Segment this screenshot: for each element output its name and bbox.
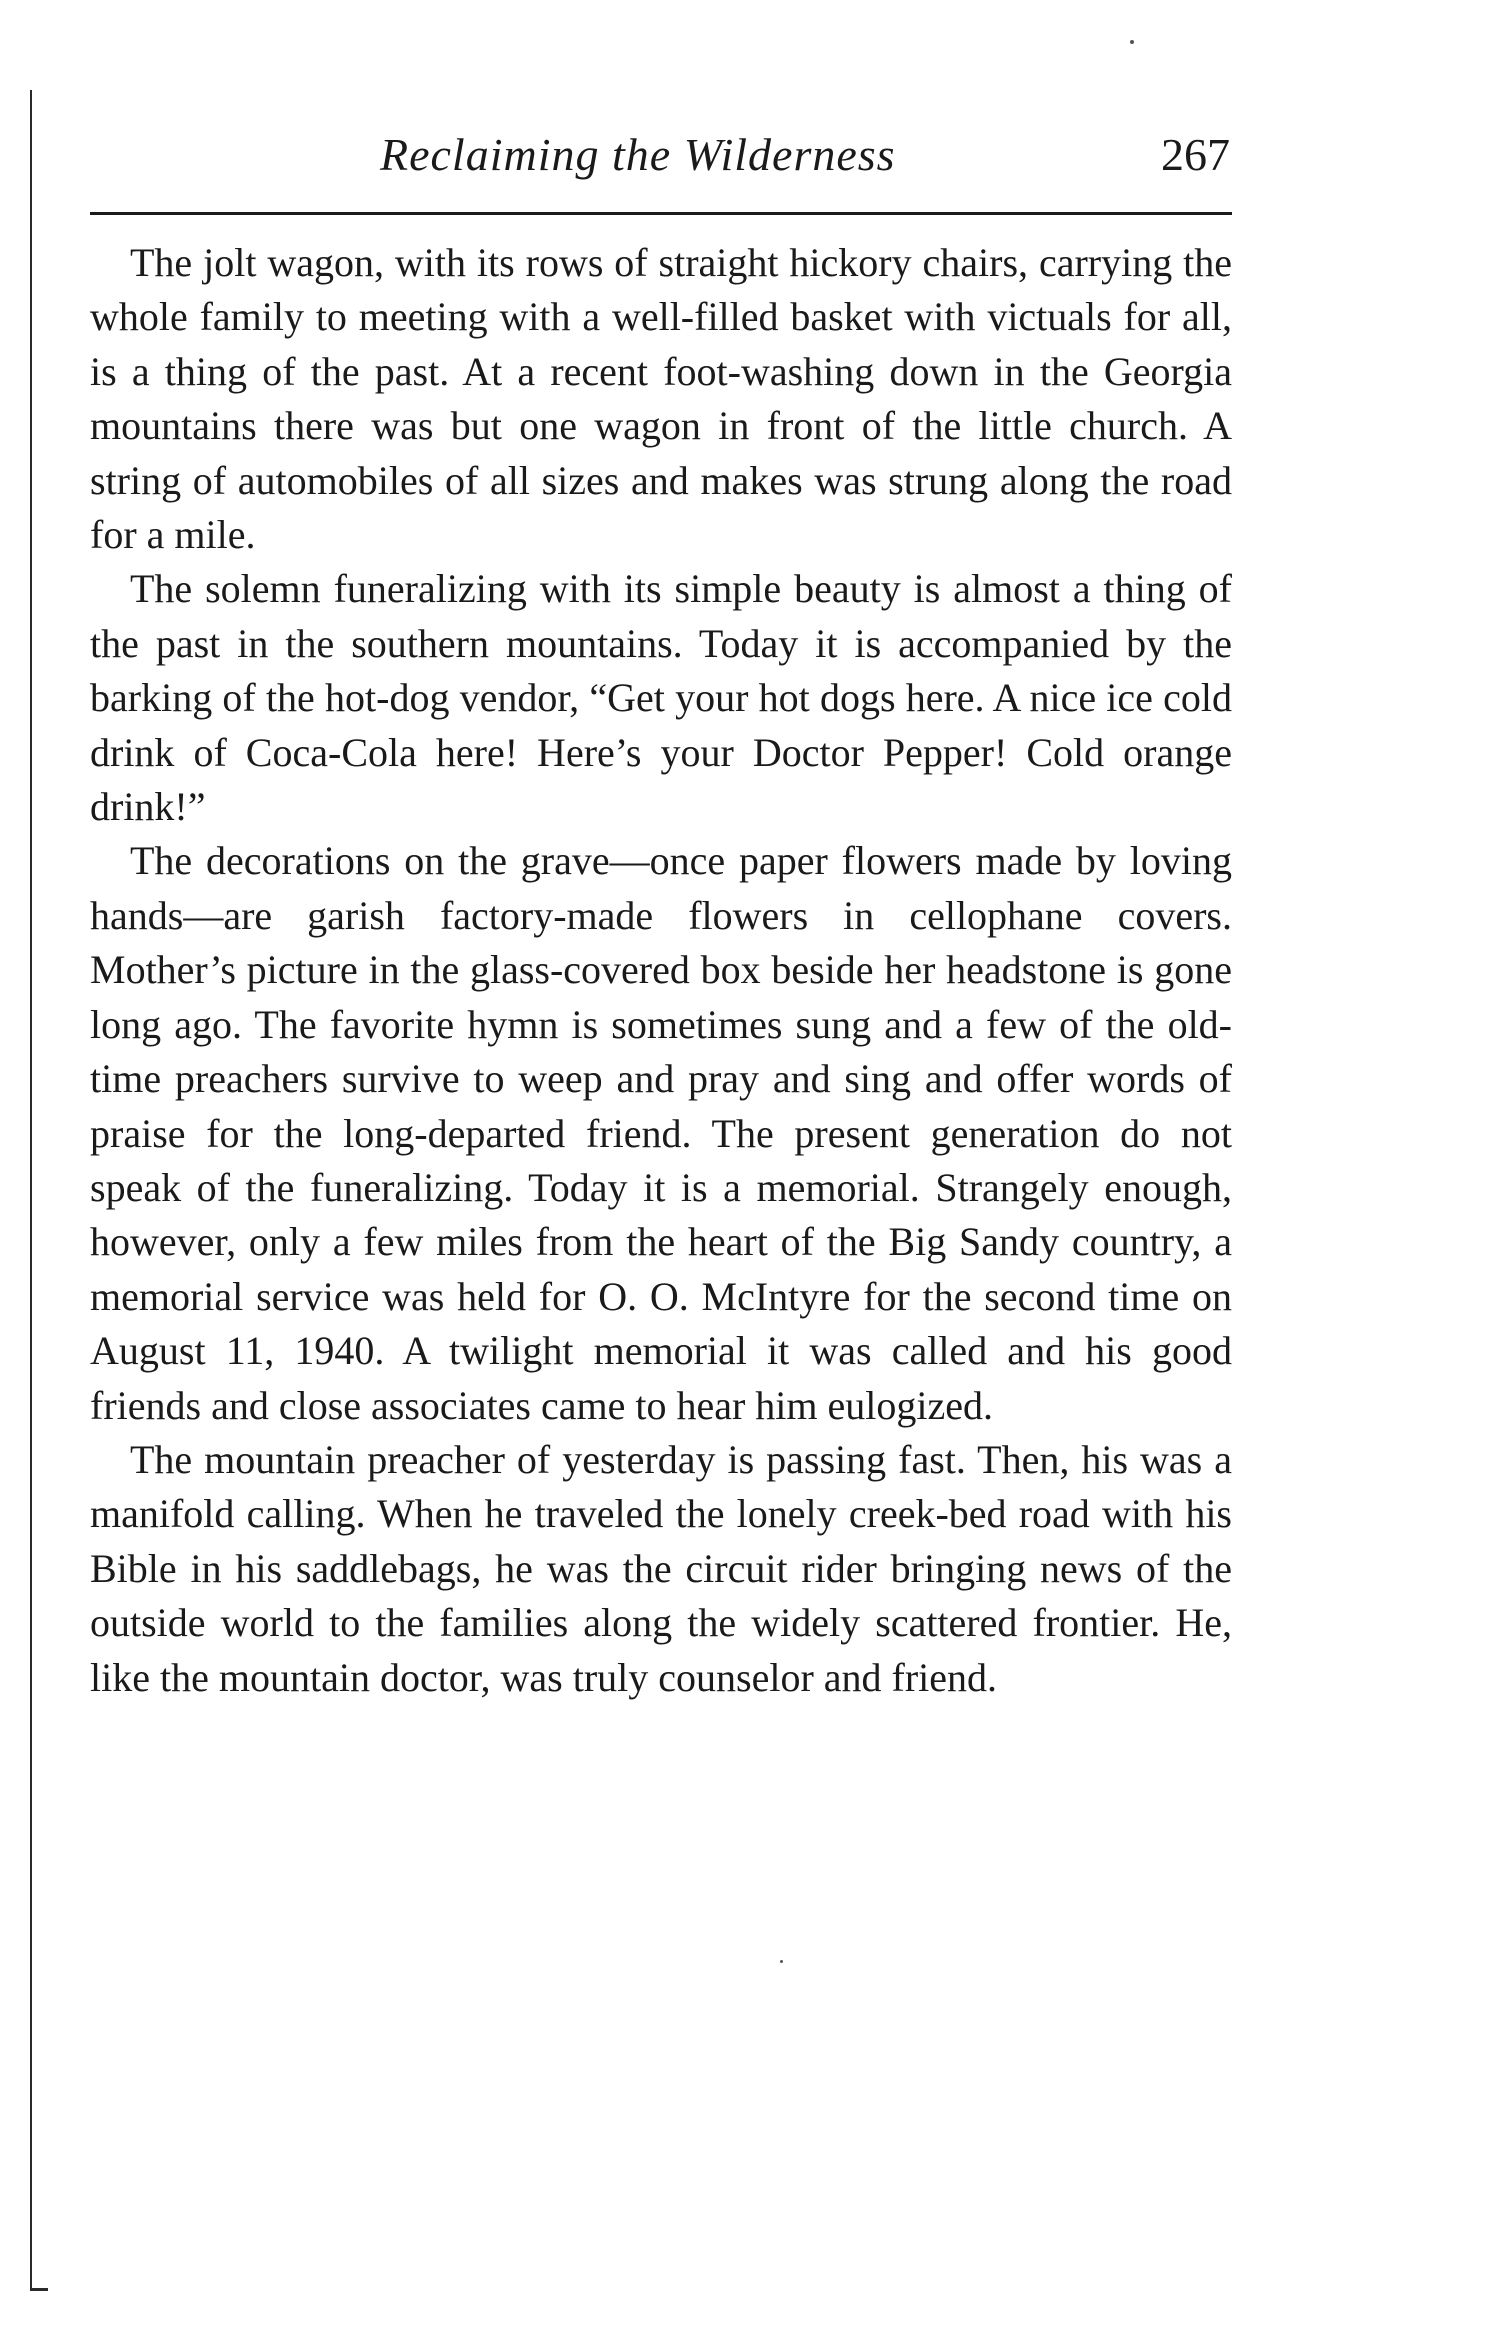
- paragraph: The decorations on the grave—once paper flowers made by loving hands—are garish factory-made flowers in cellophane covers. Mother’s picture in the glass-covered box beside her headstone is gone long ago. The favorite hymn is sometimes sung and a few of the old-time preachers survive to weep and pray and sing and offer words of praise for the long-departed friend. The present generation do not speak of the funeralizing. Today it is a memorial. Strangely enough, however, only a few miles from the heart of the Big Sandy country, a memorial service was held for O. O. McIntyre for the second time on August 11, 1940. A twilight memorial it was called and his good friends and close associates came to hear him eulogized.: [90, 838, 1232, 1428]
- running-header: [90, 128, 1230, 188]
- scan-margin-line: [30, 90, 32, 2290]
- header-rule: [90, 212, 1232, 215]
- scan-speck: [1130, 40, 1134, 44]
- page-number: 267: [1161, 129, 1230, 180]
- paragraph: The mountain preacher of yesterday is passing fast. Then, his was a manifold calling. When he traveled the lonely creek-bed road with his Bible in his saddlebags, he was the circuit rider bringing news of the outside world to the families along the widely scattered frontier. He, like the mountain doctor, was truly counselor and friend.: [90, 1436, 1232, 1700]
- paragraph: The solemn funeralizing with its simple beauty is almost a thing of the past in the southern mountains. Today it is accompanied by the barking of the hot-dog vendor, “Get your hot dogs here. A nice ice cold drink of Coca-Cola here! Here’s your Doctor Pepper! Cold orange drink!”: [90, 566, 1232, 830]
- scan-speck: [780, 1960, 783, 1963]
- body-text: [90, 236, 1232, 1705]
- scan-margin-foot: [30, 2288, 48, 2291]
- running-title: Reclaiming the Wilderness: [380, 129, 896, 180]
- paragraph: The jolt wagon, with its rows of straight hickory chairs, carrying the whole family to meeting with a well-filled basket with victuals for all, is a thing of the past. At a recent foot-washing down in the Georgia mountains there was but one wagon in front of the little church. A string of automobiles of all sizes and makes was strung along the road for a mile.: [90, 240, 1232, 558]
